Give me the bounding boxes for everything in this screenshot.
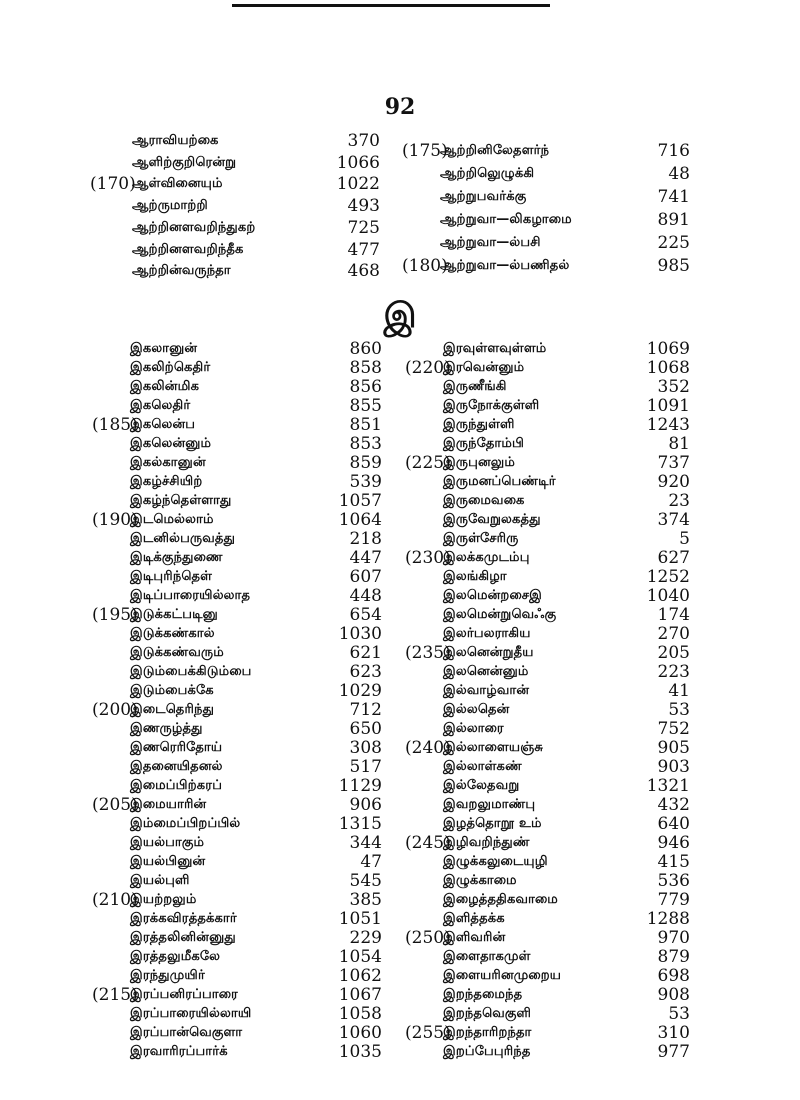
entry-number: (220) [405, 358, 451, 378]
index-entry [0, 186, 800, 208]
entry-text: ஆளிற்குறிரென்று [132, 154, 237, 170]
entry-page-ref: 737 [657, 453, 690, 473]
entry-page-ref: 448 [349, 586, 382, 606]
entry-page-ref: 53 [668, 1004, 690, 1024]
entry-text: இகலின்மிக [130, 379, 200, 394]
entry-text: இரப்பனிரப்பாரை [130, 987, 238, 1002]
entry-page-ref: 432 [657, 795, 690, 815]
entry-text: இளைதாகமுள் [443, 949, 531, 964]
entry-text: இறந்தமைந்த [443, 987, 523, 1002]
top-rule [232, 4, 550, 7]
entry-text: இயல்பினுன் [130, 854, 206, 869]
entry-number: (250) [405, 928, 451, 948]
entry-page-ref: 1066 [336, 152, 380, 173]
entry-page-ref: 1091 [646, 396, 690, 416]
entry-number: (180) [402, 256, 448, 276]
entry-page-ref: 725 [347, 217, 380, 238]
entry-page-ref: 545 [349, 871, 382, 891]
index-entry [0, 232, 800, 254]
entry-text: இளிவரின் [443, 930, 506, 945]
entry-number: (210) [92, 890, 138, 910]
entry-text: இல்லாளையஞ்சு [443, 740, 544, 755]
entry-page-ref: 536 [657, 871, 690, 891]
entry-number: (215) [92, 985, 138, 1005]
entry-text: இரத்தலினின்னுது [130, 930, 236, 945]
entry-page-ref: 1040 [646, 586, 690, 606]
entry-page-ref: 970 [657, 928, 690, 948]
entry-text: ஆற்றினிலேதளர்ந் [440, 143, 550, 158]
entry-page-ref: 218 [349, 529, 382, 549]
entry-page-ref: 352 [657, 377, 690, 397]
entry-text: இல்லாள்கண் [443, 759, 522, 774]
entry-text: இலமென்றசைஇ [443, 588, 543, 603]
entry-page-ref: 698 [657, 966, 690, 986]
entry-page-ref: 47 [360, 852, 382, 872]
entry-text: இணருழ்த்து [130, 721, 203, 736]
entry-page-ref: 607 [349, 567, 382, 587]
entry-text: இருந்தோம்பி [443, 436, 525, 451]
entry-page-ref: 851 [349, 415, 382, 435]
index-entry [0, 255, 800, 277]
entry-page-ref: 41 [668, 681, 690, 701]
entry-text: இரப்பாரையில்லாயி [130, 1006, 252, 1021]
index-entry [0, 140, 800, 162]
entry-page-ref: 779 [657, 890, 690, 910]
entry-text: ஆற்றுவா—லிகழாமை [440, 212, 572, 227]
entry-page-ref: 229 [349, 928, 382, 948]
entry-page-ref: 627 [657, 548, 690, 568]
entry-text: இல்லேதவறு [443, 778, 520, 793]
entry-text: இடிக்குந்துணை [130, 550, 223, 565]
entry-text: ஆராவியற்கை [132, 133, 219, 148]
entry-page-ref: 539 [349, 472, 382, 492]
entry-text: இகலென்ப [130, 417, 196, 432]
entry-text: இழுக்கலுடையுழி [443, 854, 548, 869]
entry-page-ref: 891 [657, 210, 690, 230]
page-number: 92 [384, 94, 416, 120]
entry-text: ஆற்ருமாற்றி [132, 198, 208, 214]
entry-page-ref: 1035 [338, 1042, 382, 1062]
entry-text: இதனையிதனல் [130, 759, 223, 774]
entry-page-ref: 856 [349, 377, 382, 397]
entry-page-ref: 654 [349, 605, 382, 625]
entry-text: இம்மைப்பிறப்பில் [130, 816, 241, 831]
entry-page-ref: 640 [657, 814, 690, 834]
entry-number: (235) [405, 643, 451, 663]
entry-page-ref: 650 [349, 719, 382, 739]
entry-page-ref: 1069 [646, 339, 690, 359]
entry-page-ref: 1315 [338, 814, 382, 834]
entry-text: இலனென்றுதீய [443, 645, 534, 660]
entry-text: இரப்பான்வெகுளா [130, 1025, 243, 1040]
entry-text: இகலானுன் [130, 341, 198, 356]
entry-page-ref: 374 [657, 510, 690, 530]
entry-text: இழைத்ததிகவாமை [443, 892, 558, 907]
entry-page-ref: 1029 [338, 681, 382, 701]
entry-text: இலனென்னும் [443, 664, 529, 679]
entry-text: இருணீங்கி [443, 379, 507, 394]
entry-text: இடமெல்லாம் [130, 512, 214, 527]
entry-text: இடைதெரிந்து [130, 702, 215, 717]
entry-page-ref: 1064 [338, 510, 382, 530]
entry-text: இலங்கிழா [443, 569, 507, 584]
entry-number: (175) [402, 141, 448, 161]
entry-page-ref: 1243 [646, 415, 690, 435]
entry-text: இகலிற்கெதிர் [130, 360, 211, 375]
index-entry [0, 209, 800, 231]
entry-text: இலர்பலராகிய [443, 626, 531, 641]
entry-text: ஆள்வினையும் [132, 176, 223, 192]
entry-page-ref: 1057 [338, 491, 382, 511]
entry-page-ref: 716 [657, 141, 690, 161]
entry-page-ref: 623 [349, 662, 382, 682]
entry-text: இழத்தொறூ உம் [443, 816, 542, 831]
entry-number: (200) [92, 700, 138, 720]
entry-page-ref: 225 [657, 233, 690, 253]
entry-number: (230) [405, 548, 451, 568]
entry-page-ref: 977 [657, 1042, 690, 1062]
entry-text: இருமனப்பெண்டிர் [443, 474, 556, 489]
entry-page-ref: 270 [657, 624, 690, 644]
entry-text: இருந்துள்ளி [443, 417, 515, 432]
entry-page-ref: 5 [679, 529, 690, 549]
entry-page-ref: 1067 [338, 985, 382, 1005]
entry-page-ref: 174 [657, 605, 690, 625]
entry-text: ஆற்றிலுெழுக்கி [440, 166, 535, 181]
entry-text: இடும்பைக்கே [130, 683, 214, 698]
entry-text: இல்லாரை [443, 721, 504, 736]
entry-text: இகழ்ந்தெள்ளாது [130, 493, 232, 508]
entry-page-ref: 860 [349, 339, 382, 359]
entry-text: இவறலுமாண்பு [443, 797, 536, 812]
entry-number: (170) [90, 174, 136, 195]
entry-text: இருநோக்குள்ளி [443, 398, 540, 413]
entry-text: ஆற்றுவா—ல்பணிதல் [440, 258, 570, 273]
entry-page-ref: 906 [349, 795, 382, 815]
entry-text: இடுக்கட்படினு [130, 607, 218, 622]
entry-text: இரவுள்ளவுள்ளம் [443, 341, 547, 356]
entry-page-ref: 205 [657, 643, 690, 663]
entry-text: இமையாரின் [130, 797, 207, 812]
entry-page-ref: 1030 [338, 624, 382, 644]
entry-text: ஆற்றினளவறிந்துகற் [132, 219, 256, 235]
entry-page-ref: 858 [349, 358, 382, 378]
entry-page-ref: 1288 [646, 909, 690, 929]
entry-text: இருள்சேரிரு [443, 531, 519, 546]
entry-text: இடிபுரிந்தெள் [130, 569, 213, 584]
entry-page-ref: 946 [657, 833, 690, 853]
entry-number: (225) [405, 453, 451, 473]
entry-text: ஆற்றுபவர்க்கு [440, 189, 527, 204]
entry-page-ref: 1252 [646, 567, 690, 587]
entry-text: இரவென்னும் [443, 360, 525, 375]
entry-text: இருவேறுலகத்து [443, 512, 541, 527]
entry-page-ref: 344 [349, 833, 382, 853]
entry-text: இகழ்ச்சியிற் [130, 474, 203, 489]
entry-page-ref: 855 [349, 396, 382, 416]
entry-number: (190) [92, 510, 138, 530]
index-entry [0, 163, 800, 185]
section-letter: இ [383, 296, 417, 336]
entry-text: இயல்பாகும் [130, 835, 205, 850]
entry-text: இரத்தலுமீகலே [130, 949, 221, 964]
entry-page-ref: 879 [657, 947, 690, 967]
entry-text: இடும்பைக்கிடும்பை [130, 664, 252, 679]
entry-text: இறந்தாரிறந்தா [443, 1025, 532, 1040]
entry-page-ref: 1321 [646, 776, 690, 796]
entry-text: இளையரினமுறைய [443, 968, 562, 983]
entry-page-ref: 53 [668, 700, 690, 720]
entry-text: இலமென்றுவெஃகு [443, 607, 557, 622]
entry-page-ref: 1022 [336, 174, 380, 195]
entry-page-ref: 752 [657, 719, 690, 739]
entry-text: இயல்புளி [130, 873, 190, 888]
entry-number: (185) [92, 415, 138, 435]
entry-page-ref: 859 [349, 453, 382, 473]
entry-text: இல்வாழ்வான் [443, 683, 530, 698]
entry-page-ref: 415 [657, 852, 690, 872]
entry-page-ref: 310 [657, 1023, 690, 1043]
entry-number: (255) [405, 1023, 451, 1043]
entry-page-ref: 223 [657, 662, 690, 682]
entry-page-ref: 308 [349, 738, 382, 758]
entry-text: இகலெதிர் [130, 398, 191, 413]
entry-page-ref: 370 [347, 131, 380, 151]
entry-page-ref: 477 [347, 239, 380, 260]
entry-text: இயற்றலும் [130, 892, 197, 907]
entry-text: இரக்கவிரத்தக்கார் [130, 911, 237, 926]
entry-text: இலக்கமுடம்பு [443, 550, 530, 565]
entry-text: இழிவறிந்துண் [443, 835, 530, 850]
entry-text: இடிப்பாரையில்லாத [130, 588, 251, 603]
entry-page-ref: 1054 [338, 947, 382, 967]
entry-text: இருபுனலும் [443, 455, 516, 470]
entry-text: இரந்துமுயிர் [130, 968, 205, 983]
entry-page-ref: 1129 [338, 776, 382, 796]
entry-text: இளித்தக்க [443, 911, 505, 926]
entry-page-ref: 1051 [338, 909, 382, 929]
entry-page-ref: 712 [349, 700, 382, 720]
entry-page-ref: 1060 [338, 1023, 382, 1043]
entry-text: இறப்பேபுரிந்த [443, 1044, 531, 1059]
entry-page-ref: 81 [668, 434, 690, 454]
entry-number: (195) [92, 605, 138, 625]
entry-number: (245) [405, 833, 451, 853]
entry-text: இடனில்பருவத்து [130, 531, 236, 546]
entry-text: இரவாரிரப்பார்க் [130, 1044, 228, 1059]
entry-text: இடுக்கண்வரும் [130, 645, 224, 660]
entry-text: இணரெரிதோய் [130, 740, 223, 755]
entry-page-ref: 741 [657, 187, 690, 207]
entry-page-ref: 493 [347, 196, 380, 217]
entry-page-ref: 908 [657, 985, 690, 1005]
entry-page-ref: 905 [657, 738, 690, 758]
entry-page-ref: 1068 [646, 358, 690, 378]
entry-text: ஆற்றுவா—ல்பசி [440, 235, 541, 250]
entry-page-ref: 621 [349, 643, 382, 663]
entry-text: இடுக்கண்கால் [130, 626, 215, 641]
entry-page-ref: 385 [349, 890, 382, 910]
entry-page-ref: 447 [349, 548, 382, 568]
entry-text: இருமைவகை [443, 493, 525, 508]
entry-text: ஆற்றின்வருந்தா [132, 263, 231, 279]
entry-page-ref: 1058 [338, 1004, 382, 1024]
entry-text: இறந்தவெகுளி [443, 1006, 532, 1021]
entry-text: இழுக்காமை [443, 873, 517, 888]
entry-page-ref: 985 [657, 256, 690, 276]
entry-number: (240) [405, 738, 451, 758]
entry-page-ref: 1062 [338, 966, 382, 986]
entry-text: இமைப்பிற்கரப் [130, 778, 223, 793]
entry-page-ref: 48 [668, 164, 690, 184]
entry-page-ref: 23 [668, 491, 690, 511]
entry-page-ref: 903 [657, 757, 690, 777]
entry-text: இகலென்னும் [130, 436, 212, 451]
entry-number: (205) [92, 795, 138, 815]
entry-text: ஆற்றினளவறிந்தீக [132, 241, 244, 257]
entry-page-ref: 468 [347, 261, 380, 282]
entry-page-ref: 517 [349, 757, 382, 777]
index-entry [0, 1041, 800, 1063]
entry-text: இல்லதென் [443, 702, 510, 717]
entry-page-ref: 920 [657, 472, 690, 492]
entry-text: இகல்கானுன் [130, 455, 206, 470]
entry-page-ref: 853 [349, 434, 382, 454]
